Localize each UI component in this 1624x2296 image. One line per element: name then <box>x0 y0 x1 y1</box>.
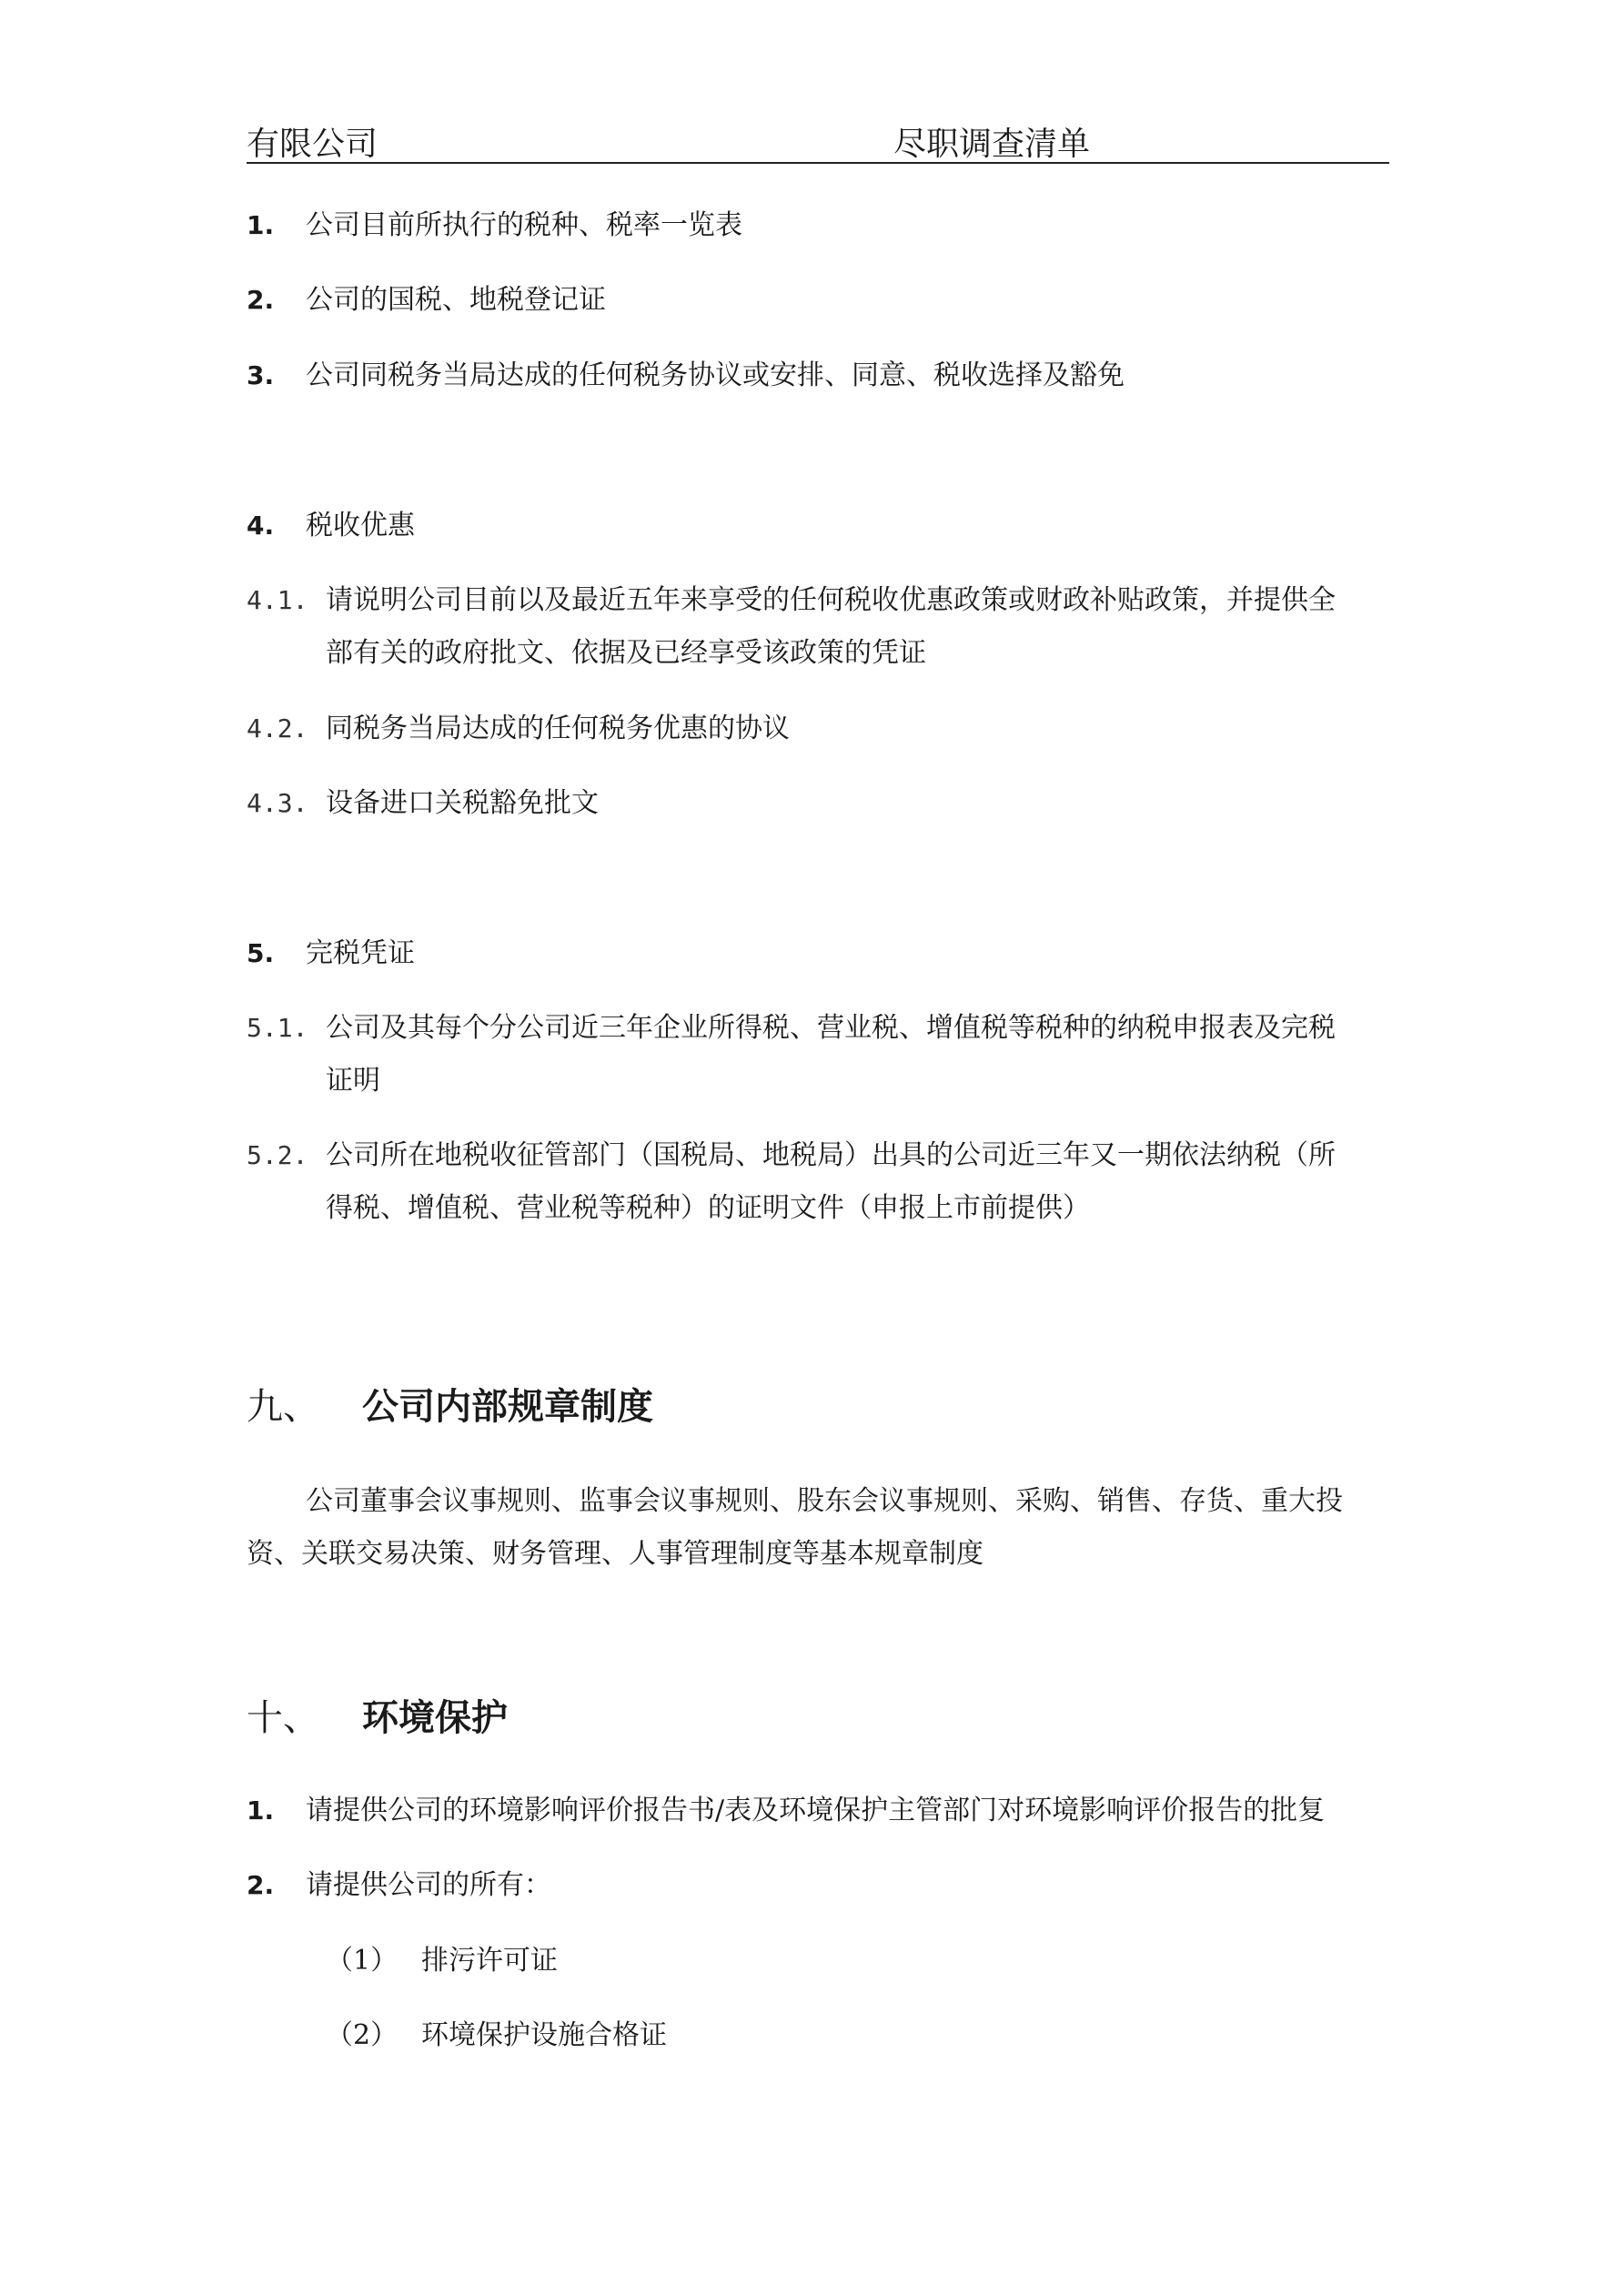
item-text: 请提供公司的所有： <box>306 1869 551 1901</box>
sub-item-text: 设备进口关税豁免批文 <box>326 787 599 819</box>
sub-item-text: 公司及其每个分公司近三年企业所得税、营业税、增值税等税种的纳税申报表及完税 <box>326 1012 1336 1044</box>
sub-item-text: 请说明公司目前以及最近五年来享受的任何税收优惠政策或财政补贴政策，并提供全 <box>326 584 1336 616</box>
item-number: 3. <box>247 360 275 390</box>
item-text: 公司的国税、地税登记证 <box>306 284 606 316</box>
sub-item-text-cont: 得税、增值税、营业税等税种）的证明文件（申报上市前提供） <box>326 1192 1090 1224</box>
sub-item-number: 4.1. <box>247 585 308 615</box>
sub-item-number: （2） <box>326 2019 398 2051</box>
paragraph-line: 公司董事会议事规则、监事会议事规则、股东会议事规则、采购、销售、存货、重大投 <box>306 1485 1343 1517</box>
section-number: 十、 <box>247 1697 319 1739</box>
item-number: 5. <box>247 938 275 968</box>
sub-item-text: 排污许可证 <box>421 1945 558 1977</box>
item-text: 税收优惠 <box>306 510 415 541</box>
sub-item-number: （1） <box>326 1945 398 1977</box>
item-number: 2. <box>247 1870 275 1900</box>
section-title: 公司内部规章制度 <box>362 1386 653 1428</box>
item-text: 公司目前所执行的税种、税率一览表 <box>306 209 742 241</box>
section-number: 九、 <box>247 1386 319 1428</box>
sub-item-number: 4.3. <box>247 788 308 818</box>
item-text: 请提供公司的环境影响评价报告书/表及环境保护主管部门对环境影响评价报告的批复 <box>306 1795 1326 1826</box>
item-text: 完税凭证 <box>306 937 415 969</box>
item-number: 1. <box>247 210 275 240</box>
sub-item-number: 4.2. <box>247 713 308 743</box>
item-number: 2. <box>247 285 275 315</box>
sub-item-text: 同税务当局达成的任何税务优惠的协议 <box>326 713 790 744</box>
page-header <box>247 111 1389 164</box>
header-company: 有限公司 <box>247 126 378 163</box>
sub-item-number: 5.1. <box>247 1013 308 1043</box>
paragraph-line: 资、关联交易决策、财务管理、人事管理制度等基本规章制度 <box>247 1538 983 1570</box>
section-title: 环境保护 <box>362 1697 508 1739</box>
sub-item-text-cont: 部有关的政府批文、依据及已经享受该政策的凭证 <box>326 637 926 669</box>
sub-item-number: 5.2. <box>247 1140 308 1170</box>
header-doc-title: 尽职调查清单 <box>893 126 1091 163</box>
item-text: 公司同税务当局达成的任何税务协议或安排、同意、税收选择及豁免 <box>306 359 1125 391</box>
sub-item-text: 环境保护设施合格证 <box>421 2019 667 2051</box>
sub-item-text: 公司所在地税收征管部门（国税局、地税局）出具的公司近三年又一期依法纳税（所 <box>326 1139 1336 1171</box>
item-number: 1. <box>247 1795 275 1826</box>
sub-item-text-cont: 证明 <box>326 1065 380 1097</box>
item-number: 4. <box>247 511 275 541</box>
